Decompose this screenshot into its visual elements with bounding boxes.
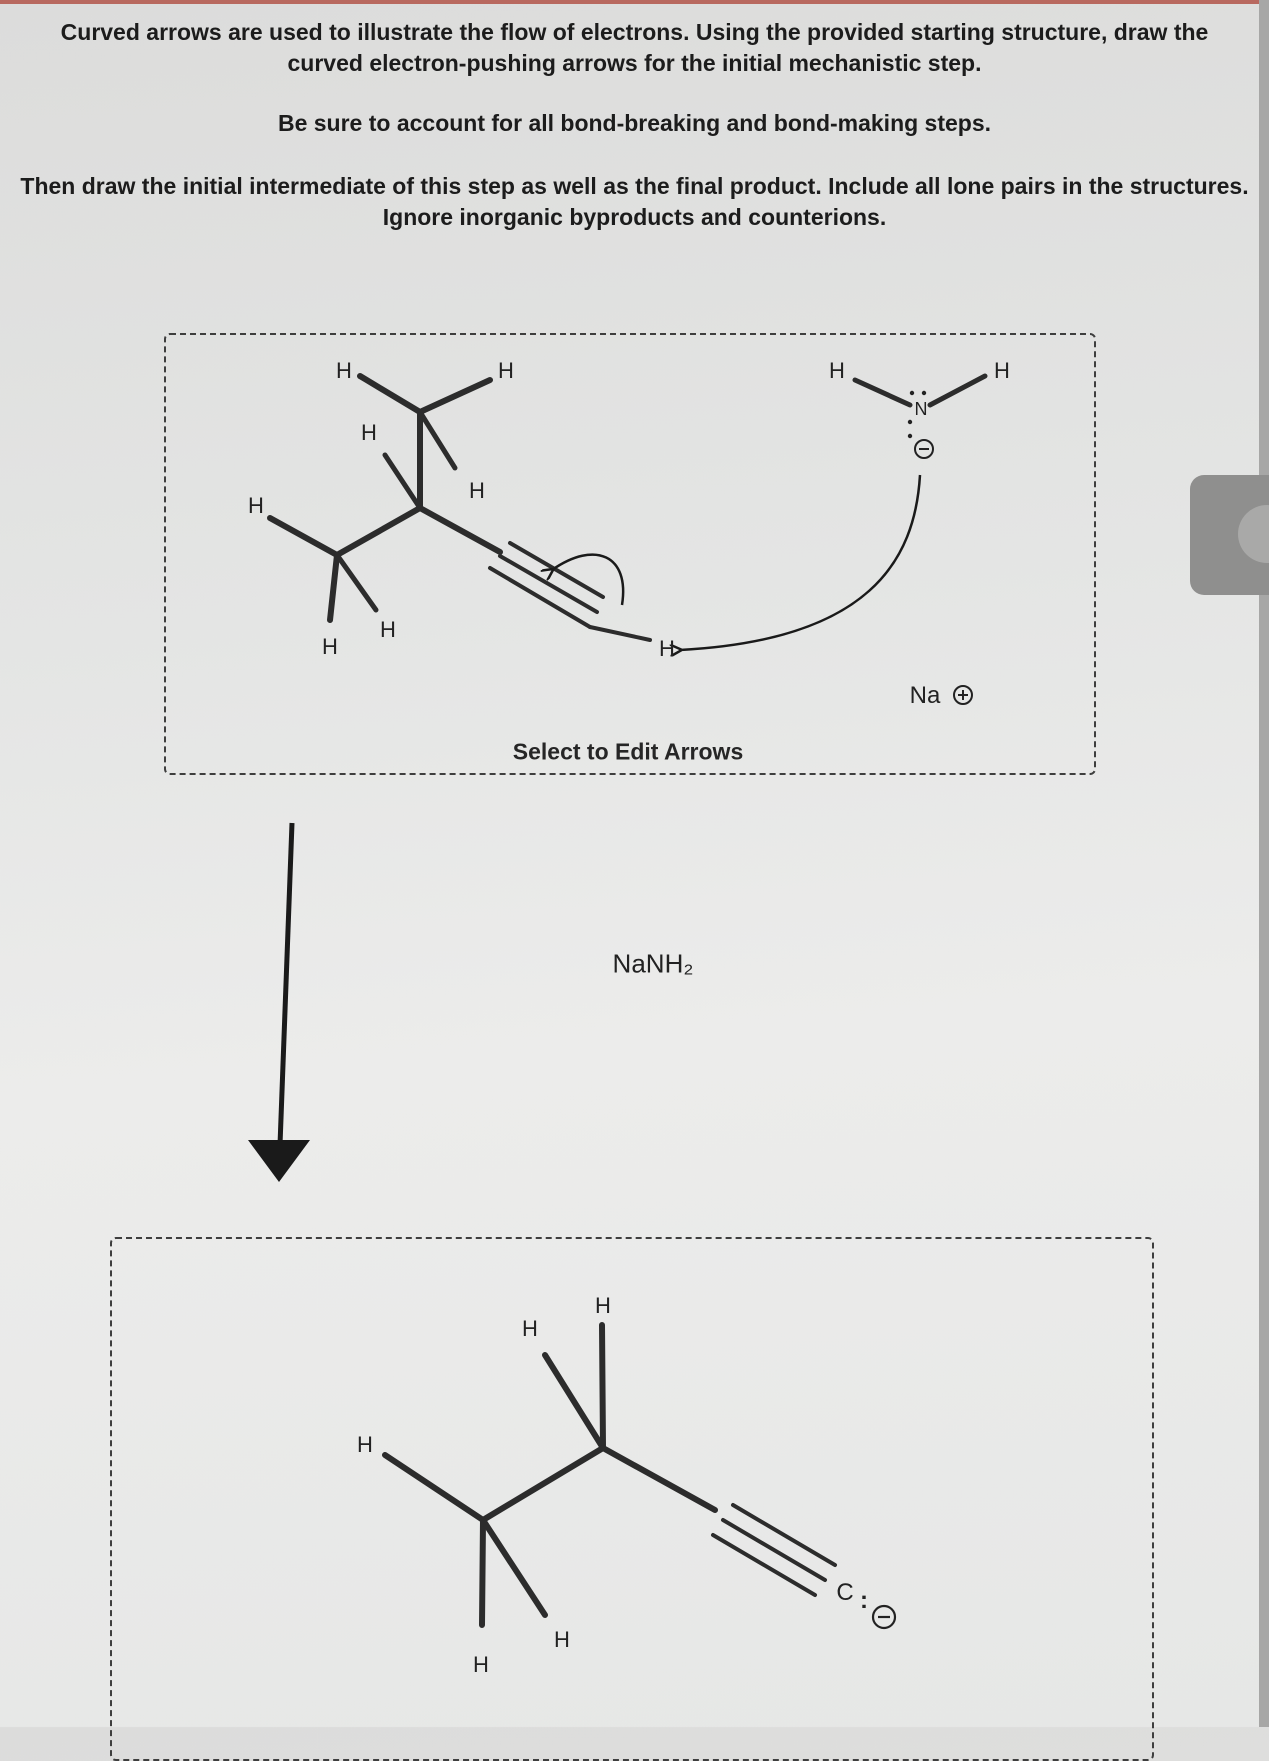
atom-h: H: [357, 1432, 373, 1457]
bond-h-c2-wedge: [385, 455, 420, 508]
sodium-counterion: Na: [909, 682, 941, 709]
instruction-text-3: Then draw the initial intermediate of this step as well as the final product. Include all lone pairs in the structures. Ignore inorganic byproducts and counterions.: [20, 173, 1249, 230]
atom-h: H: [994, 358, 1010, 383]
bond-c1-h: [420, 380, 490, 412]
reaction-arrow-shaft: [280, 823, 292, 1145]
atom-h-terminal: H: [659, 636, 675, 661]
atom-carbanion-carbon: C: [836, 1579, 854, 1606]
product-drawing-area[interactable]: [110, 1237, 1154, 1761]
lone-pair-dot: [908, 420, 912, 424]
handle-knob-icon: [1238, 505, 1269, 563]
atom-h: H: [469, 478, 485, 503]
curved-arrow-n-to-h: [680, 475, 920, 650]
bond-c5-h: [590, 627, 650, 640]
bond-c2-c4: [420, 508, 500, 552]
lone-pair-dot: [910, 391, 914, 395]
atom-h: H: [380, 617, 396, 642]
atom-h: H: [554, 1627, 570, 1652]
bond-c3-h-wedge: [337, 555, 376, 610]
atom-h: H: [595, 1293, 611, 1318]
carbanion-lone-pair: :: [860, 1587, 868, 1614]
bond-h-n: [855, 380, 910, 405]
atom-h: H: [473, 1652, 489, 1677]
instruction-text-2: Be sure to account for all bond-breaking and bond-making steps.: [277, 110, 992, 136]
reagent-label: NaNH₂: [612, 948, 694, 979]
atom-h: H: [829, 358, 845, 383]
atom-h: H: [498, 358, 514, 383]
bond-c1-h-wedge: [420, 412, 455, 468]
bond-c2-c3: [337, 508, 420, 555]
atom-h: H: [248, 493, 264, 518]
atom-h: H: [522, 1316, 538, 1341]
side-panel-handle[interactable]: [1190, 475, 1269, 595]
atom-h: H: [322, 634, 338, 659]
atom-nitrogen: N: [914, 399, 928, 419]
instruction-text-1: Curved arrows are used to illustrate the flow of electrons. Using the provided starting structure, draw the curved electron-pushing arrows for the initial mechanistic step.: [60, 19, 1209, 76]
lone-pair-dot: [908, 434, 912, 438]
bond-c3-h-down: [330, 555, 337, 620]
bond-h-c1: [360, 376, 420, 412]
bond-h-c3: [270, 518, 337, 555]
reaction-arrow-head: [248, 1140, 310, 1182]
atom-h: H: [361, 420, 377, 445]
atom-h: H: [336, 358, 352, 383]
curved-arrow-pi-to-c: [552, 555, 623, 605]
reactant-skeleton: [270, 376, 985, 640]
bond-n-h: [930, 376, 985, 405]
select-to-edit-arrows-button[interactable]: Select to Edit Arrows: [512, 738, 744, 765]
lone-pair-dot: [922, 391, 926, 395]
